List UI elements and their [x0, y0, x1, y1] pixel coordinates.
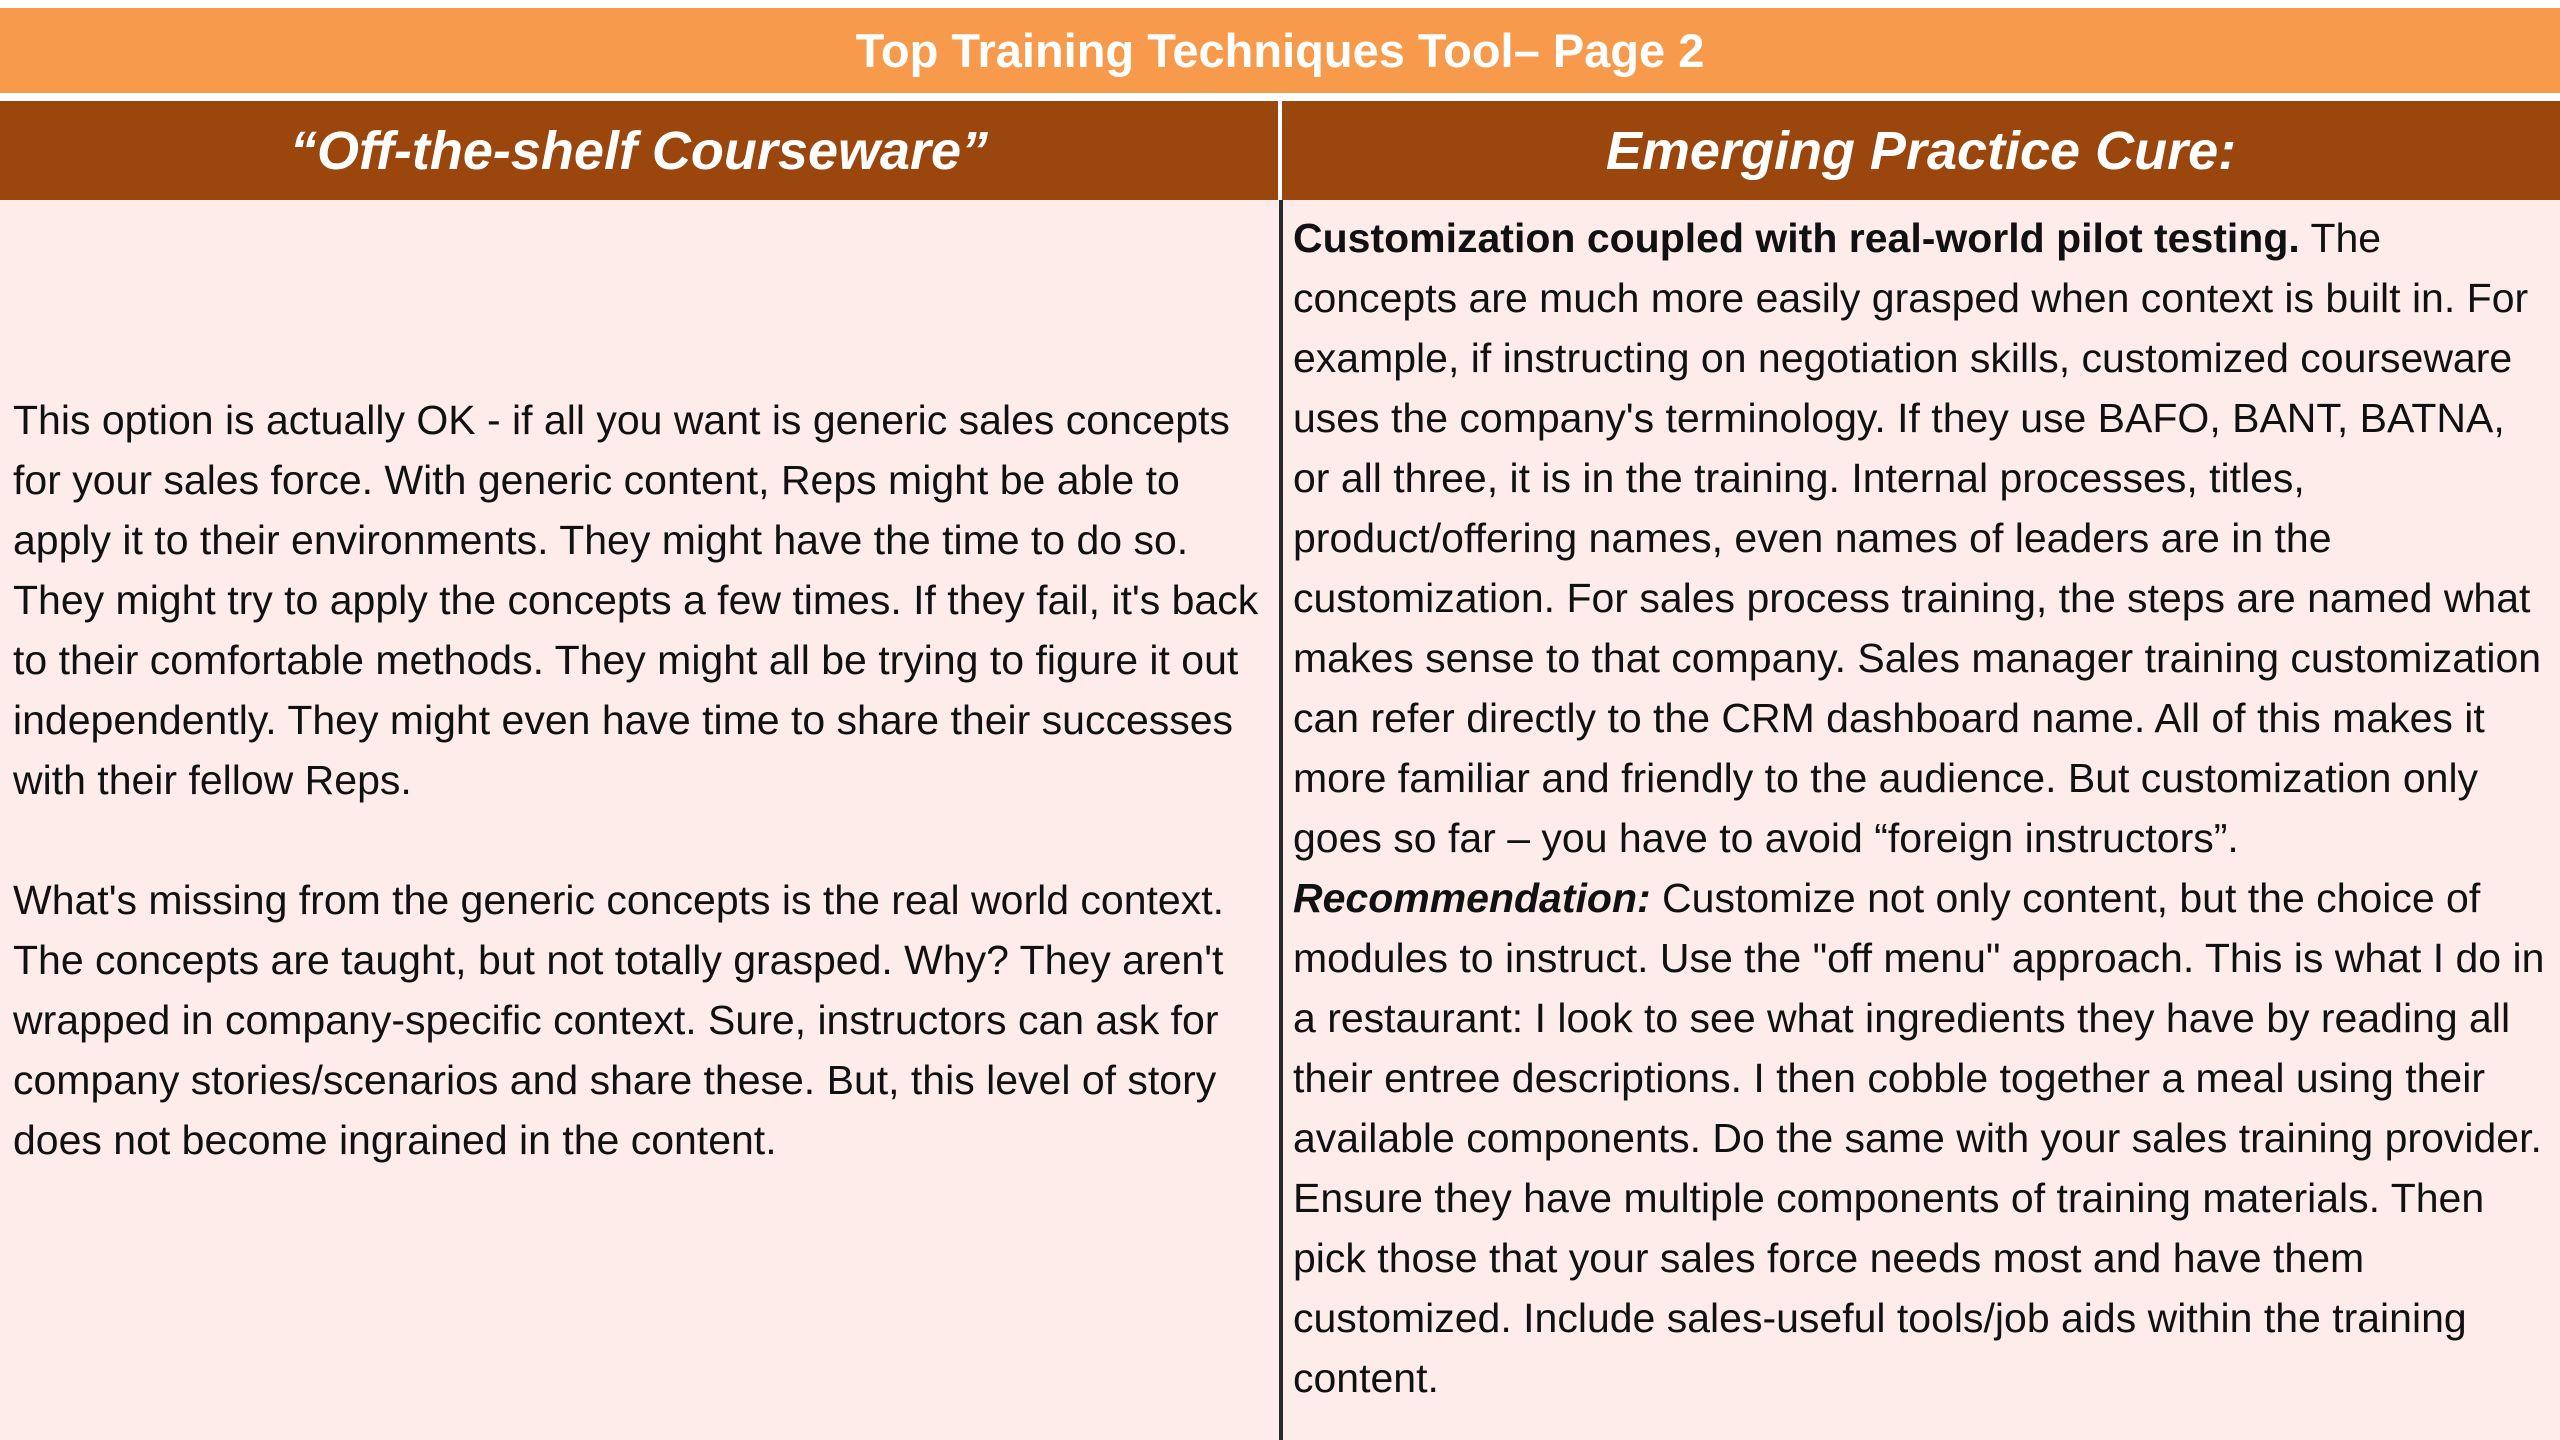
title-spacer — [0, 93, 2560, 101]
left-paragraph-1: This option is actually OK - if all you want is generic sales concepts for your sales force. With generic content, Reps might be able to apply it to their environments. They might have the time to do so. They might try to apply the concepts a few times. If they fail, it's back to their comfortable methods. They might all be trying to figure it out independently. They might even have time to share their successes with their fellow Reps. — [13, 397, 1259, 803]
recommendation-text: Customize not only content, but the choice of modules to instruct. Use the "off menu" approach. This is what I do in a restaurant: I look to see what ingredients they have by reading all their entree descriptions. I then cobble together a meal using their available components. Do the same with your sales training provider. Ensure they have multiple components of training materials. Then pick those that your sales force needs most and have them customized. Include sales-useful tools/job aids within the training content. — [1293, 875, 2545, 1401]
right-column — [1283, 200, 2560, 1440]
recommendation-label: Recommendation: — [1293, 875, 1651, 921]
paragraph-gap — [13, 810, 1267, 870]
header-off-the-shelf: “Off-the-shelf Courseware” — [289, 120, 989, 181]
left-column — [0, 200, 1279, 1440]
customization-lead: Customization coupled with real-world pilot testing. — [1293, 215, 2300, 261]
right-paragraph-1 — [1293, 208, 2552, 868]
left-paragraph-2: What's missing from the generic concepts is the real world context. The concepts are taught, but not totally grasped. Why? They aren't wrapped in company-specific context. Sure, instructors can ask for company stories/scenarios and share these. But, this level of story does not become ingrained in the content. — [13, 877, 1225, 1163]
table-body-row — [0, 200, 2560, 1440]
right-paragraph-2 — [1293, 868, 2552, 1408]
page-title: Top Training Techniques Tool– Page 2 — [0, 8, 2560, 93]
header-emerging-practice: Emerging Practice Cure: — [1605, 120, 2237, 181]
customization-text: The concepts are much more easily grasped when context is built in. For example, if instructing on negotiation skills, customized courseware uses the company's terminology. If they use BAFO, BANT, BATNA, or all three, it is in the training. Internal processes, titles, product/offering names, even names of leaders are in the customization. For sales process training, the steps are named what makes sense to that company. Sales manager training customization can refer directly to the CRM dashboard name. All of this makes it more familiar and friendly to the audience. But customization only goes so far – you have to avoid “foreign instructors”. — [1293, 215, 2542, 861]
table-header-row — [0, 101, 2560, 200]
